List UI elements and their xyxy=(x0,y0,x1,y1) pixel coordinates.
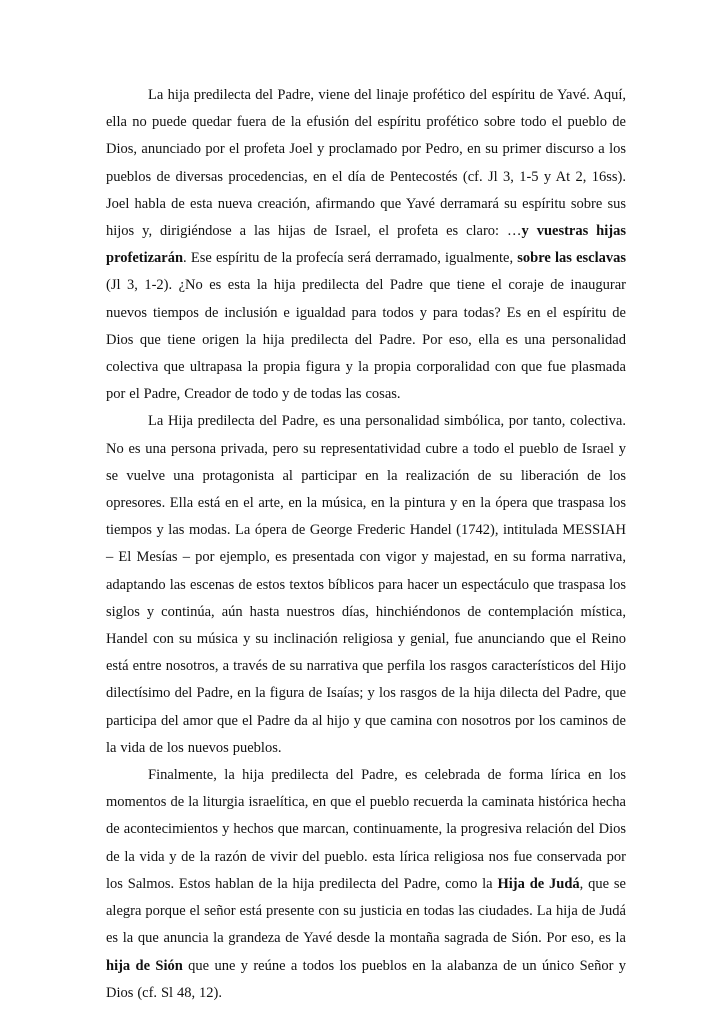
paragraph-3-text: que une y reúne a todos los pueblos en la alabanza de un único Señor y Dios (cf. Sl 48, 12). xyxy=(106,957,627,1001)
paragraph-2-text: La Hija predilecta del Padre, es una personalidad simbólica, por tanto, colectiva. No es una persona privada, pero su representatividad cubre a todo el pueblo de Israel y se vuelve una protagonista al participar en la realización de su liberación de los opresores. Ella está en el arte, en la música, en la pintura y en la ópera que traspasa los tiempos y las modas. La ópera de George Frederic Handel (1742), intitulada MESSIAH – El Mesías – por ejemplo, es presentada con vigor y majestad, en su forma narrativa, adaptando las escenas de estos textos bíblicos para hacer un espectáculo que traspasa los siglos y continúa, aún hasta nuestros días, hinchiéndonos de contemplación mística, Handel con su música y su inclinación religiosa y genial, fue anunciando que el Reino está entre nosotros, a través de su narrativa que perfila los rasgos característicos del Hijo dilectísimo del Padre, en la figura de Isaías; y los rasgos de la hija dilecta del Padre, que participa del amor que el Padre da al hijo y que camina con nosotros por los caminos de la vida de los nuevos pueblos. xyxy=(106,413,626,756)
document-page xyxy=(106,82,626,1007)
paragraph-1-bold-phrase: sobre las esclavas xyxy=(517,250,627,267)
paragraph-1-text: . Ese espíritu de la profecía será derramado, igualmente, xyxy=(183,250,518,267)
paragraph-1-text: La hija predilecta del Padre, viene del linaje profético del espíritu de Yavé. Aquí, ella no puede quedar fuera de la efusión del espíritu profético sobre todo el pueblo de Dios, anunciado por el profeta Joel y proclamado por Pedro, en su primer discurso a los pueblos de diversas procedencias, en el día de Pentecostés (cf. Jl 3, 1-5 y At 2, 16ss). Joel habla de esta nueva creación, afirmando que Yavé derramará su espíritu sobre sus hijos y, dirigiéndose a las hijas de Israel, el profeta es claro: … xyxy=(106,87,626,240)
paragraph-3-bold-phrase: hija de Sión xyxy=(106,957,183,974)
paragraph-3 xyxy=(106,762,626,1007)
paragraph-3-text: Finalmente, la hija predilecta del Padre, es celebrada de forma lírica en los momentos de la liturgia israelítica, en que el pueblo recuerda la caminata histórica hecha de acontecimientos y hechos que marcan, continuamente, la progresiva relación del Dios de la vida y de la razón de vivir del pueblo. esta lírica religiosa nos fue conservada por los Salmos. Estos hablan de la hija predilecta del Padre, como la xyxy=(106,767,626,892)
paragraph-2 xyxy=(106,408,626,762)
paragraph-3-bold-phrase: Hija de Judá xyxy=(497,875,580,892)
paragraph-1 xyxy=(106,82,626,408)
paragraph-3-text: , que se alegra porque el señor está presente con su justicia en todas las ciudades. La hija de Judá es la que anuncia la grandeza de Yavé desde la montaña sagrada de Sión. Por eso, es la xyxy=(106,875,626,947)
paragraph-1-bold-phrase: y vuestras hijas profetizarán xyxy=(106,223,626,267)
paragraph-1-text: (Jl 3, 1-2). ¿No es esta la hija predilecta del Padre que tiene el coraje de inaugurar nuevos tiempos de inclusión e igualdad para todos y para todas? Es en el espíritu de Dios que tiene origen la hija predilecta del Padre. Por eso, ella es una personalidad colectiva que ultrapasa la propia figura y la propia corporalidad con que fue plasmada por el Padre, Creador de todo y de todas las cosas. xyxy=(106,277,626,403)
